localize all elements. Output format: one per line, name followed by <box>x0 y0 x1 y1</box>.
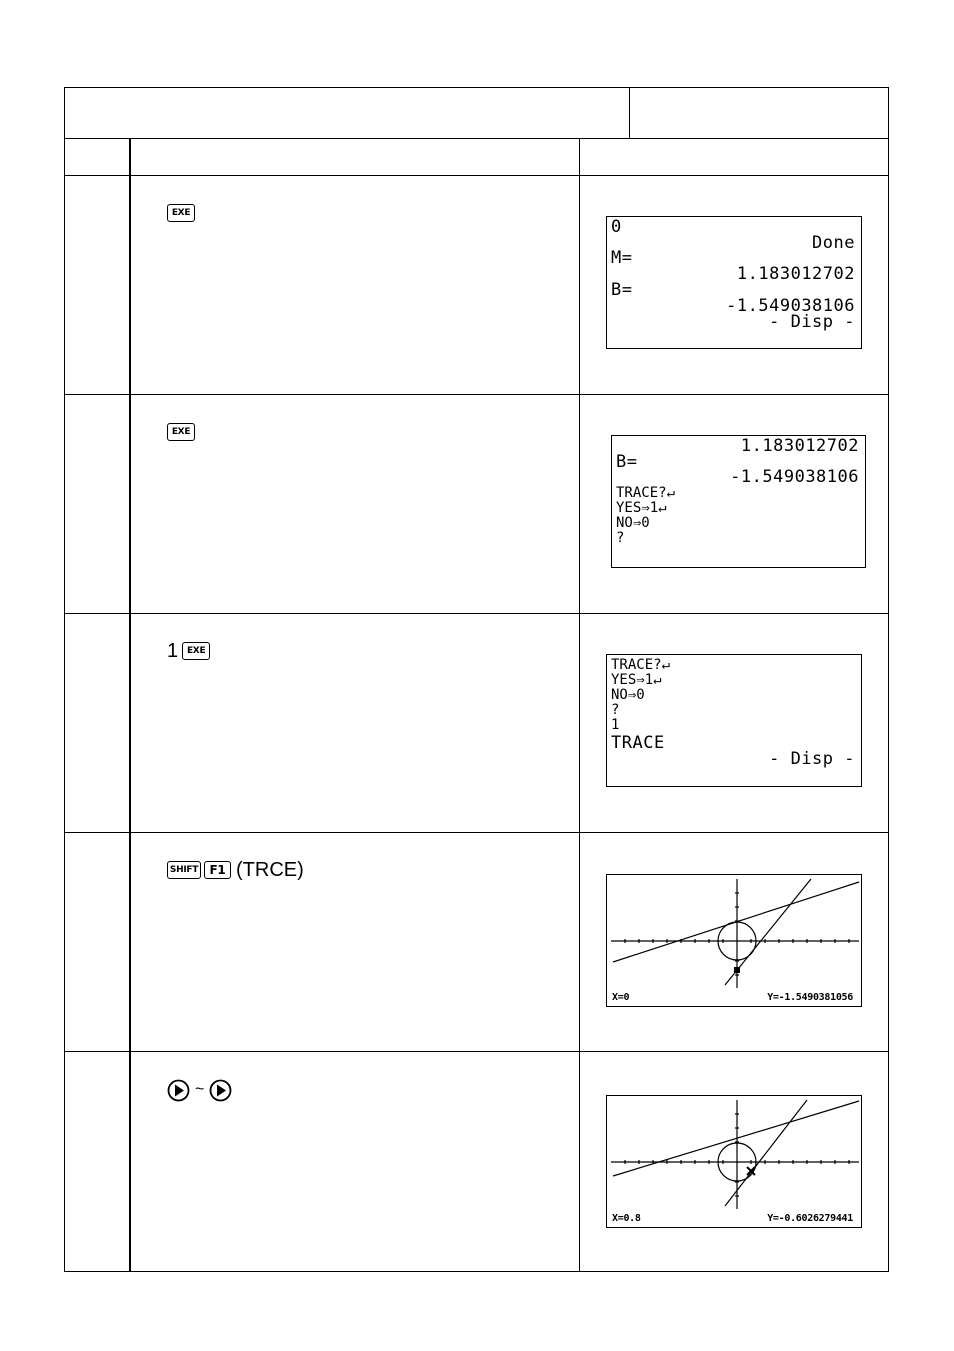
screen-line: YES⇒1↵ <box>611 672 662 688</box>
screen-line: B= <box>616 452 638 472</box>
range-tilde: ~ <box>195 1081 205 1098</box>
screen-line: 1.183012702 <box>736 264 855 284</box>
f1-key: F1 <box>204 861 231 879</box>
column-header-rule <box>64 175 889 176</box>
row-divider <box>64 394 889 395</box>
key-sequence <box>167 200 195 226</box>
screen-line: TRACE?↵ <box>616 485 676 501</box>
screen-line: TRACE <box>611 733 665 753</box>
key-sequence <box>167 1077 232 1103</box>
line-graph-1 <box>613 1101 859 1176</box>
exe-key: EXE <box>182 642 210 660</box>
screen-line: M= <box>611 248 633 268</box>
right-arrow-icon <box>167 1079 190 1102</box>
calculator-screen <box>606 216 862 349</box>
y-readout: Y=-0.6026279441 <box>767 1213 853 1224</box>
screen-line: ? <box>611 702 620 718</box>
right-arrow-icon <box>209 1079 232 1102</box>
y-readout: Y=-1.5490381056 <box>767 992 853 1003</box>
row-divider <box>64 832 889 833</box>
x-readout: X=0.8 <box>612 1213 641 1224</box>
screen-line: 1 <box>611 717 620 733</box>
screen-line: - Disp - <box>769 312 855 332</box>
display-column-divider <box>579 138 580 1272</box>
trace-graph <box>607 875 861 1006</box>
screen-line: B= <box>611 280 633 300</box>
key-sequence <box>167 638 210 664</box>
header-divider <box>629 87 630 139</box>
screen-line: TRACE?↵ <box>611 657 671 673</box>
row-divider <box>64 613 889 614</box>
exe-key: EXE <box>167 423 195 441</box>
screen-line: NO⇒0 <box>616 515 650 531</box>
key-sequence <box>167 857 304 883</box>
screen-line: 0 <box>611 217 622 237</box>
line-graph-1 <box>613 882 859 962</box>
screen-line: Done <box>812 233 855 253</box>
trace-cursor <box>734 967 740 973</box>
screen-line: NO⇒0 <box>611 687 645 703</box>
row-divider <box>64 1051 889 1052</box>
graph-screen <box>606 874 862 1007</box>
key-sequence <box>167 419 195 445</box>
calculator-screen <box>606 654 862 787</box>
calculator-screen <box>611 435 866 568</box>
graph-screen <box>606 1095 862 1228</box>
screen-line: YES⇒1↵ <box>616 500 667 516</box>
digit-key: 1 <box>167 639 179 662</box>
screen-line: ? <box>616 530 625 546</box>
trace-graph <box>607 1096 861 1227</box>
screen-line: 1.183012702 <box>740 436 859 456</box>
shift-key: SHIFT <box>167 861 201 879</box>
step-column-divider <box>129 138 131 1272</box>
key-function-label: (TRCE) <box>236 858 304 881</box>
screen-line: -1.549038106 <box>726 296 855 316</box>
header-rule <box>64 138 889 139</box>
x-readout: X=0 <box>612 992 630 1003</box>
screen-line: - Disp - <box>769 749 855 769</box>
exe-key: EXE <box>167 204 195 222</box>
screen-line: -1.549038106 <box>730 467 859 487</box>
